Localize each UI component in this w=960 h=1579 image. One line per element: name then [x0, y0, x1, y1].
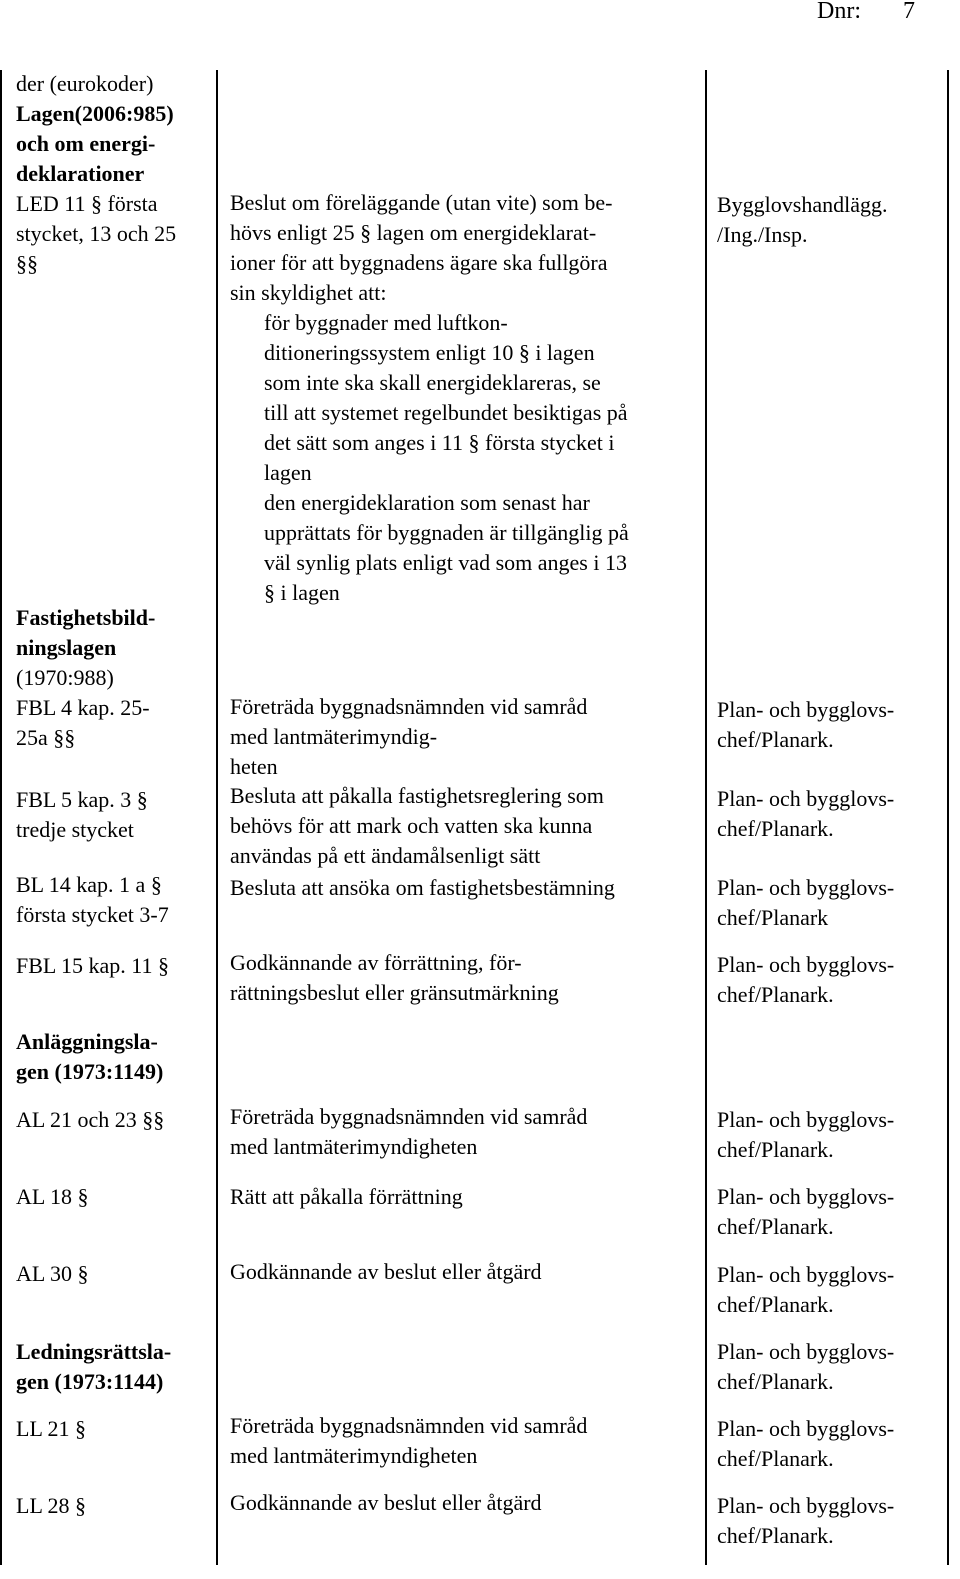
ansoka-fastighetsbestamning: Besluta att ansöka om fastighetsbestämning [230, 875, 615, 900]
delegat-plan-bygglovschef [717, 695, 953, 755]
delegat-line: chef/Planark [717, 905, 829, 930]
delegat-line: Plan- och bygglovs- [717, 1416, 895, 1441]
delegat-line: Bygglovshandlägg. [717, 192, 888, 217]
ratt-pakalla-forrattning: Rätt att påkalla förrättning [230, 1184, 463, 1209]
list-item [230, 308, 700, 488]
delegat-line: Plan- och bygglovs- [717, 1107, 895, 1132]
delegat-line: chef/Planark. [717, 982, 834, 1007]
fbl-title: Fastighetsbild- [16, 605, 156, 630]
list-item-line: väl synlig plats enligt vad som anges i 13 [264, 550, 627, 575]
delegat-line: Plan- och bygglovs- [717, 952, 895, 977]
delegat-bygglovshandlaggare [717, 190, 953, 250]
delegat-line: Plan- och bygglovs- [717, 697, 895, 722]
delegat-plan-bygglovschef [717, 1105, 953, 1165]
foretrada-samrad-1 [230, 692, 700, 782]
led-reference: LED 11 § första [16, 191, 158, 216]
bl-14-line: BL 14 kap. 1 a § [16, 872, 162, 897]
fbl-title: (1970:988) [16, 665, 114, 690]
law-title-2006: och om energi- [16, 131, 156, 156]
fbl-15-reference: FBL 15 kap. 11 § [16, 953, 169, 978]
anlaggningslagen-title [16, 1027, 208, 1087]
delegat-line: chef/Planark. [717, 1446, 834, 1471]
al-title-line: Anläggningsla- [16, 1029, 158, 1054]
foretrada-line: Företräda byggnadsnämnden vid samråd [230, 1104, 588, 1129]
godkannande-beslut-1: Godkännande av beslut eller åtgärd [230, 1259, 542, 1284]
law-ref-block-2006 [16, 69, 208, 279]
page-header [817, 0, 915, 26]
al-21-reference: AL 21 och 23 §§ [16, 1107, 165, 1132]
godkannande-line: Godkännande av förrättning, för- [230, 950, 522, 975]
column-rule-2 [705, 70, 707, 1565]
foretrada-samrad-3 [230, 1411, 700, 1471]
foretrada-line: med lantmäterimyndigheten [230, 1134, 478, 1159]
ledningsrattslagen-title [16, 1337, 208, 1397]
beslut-line: sin skyldighet att: [230, 280, 387, 305]
delegat-line: Plan- och bygglovs- [717, 1262, 895, 1287]
fbl-5-line: tredje stycket [16, 817, 134, 842]
ll-title-line: gen (1973:1144) [16, 1369, 164, 1394]
beslut-forelaggande [230, 188, 700, 608]
pakalla-line: behövs för att mark och vatten ska kunna [230, 813, 593, 838]
foretrada-samrad-2 [230, 1102, 700, 1162]
godkannande-beslut-2: Godkännande av beslut eller åtgärd [230, 1490, 542, 1515]
foretrada-line: med lantmäterimyndigheten [230, 1443, 478, 1468]
list-item-line: upprättats för byggnaden är tillgänglig på [264, 520, 629, 545]
ll-28-reference: LL 28 § [16, 1493, 87, 1518]
al-title-line: gen (1973:1149) [16, 1059, 164, 1084]
delegat-line: /Ing./Insp. [717, 222, 808, 247]
column-rule-left [0, 70, 2, 1565]
delegat-line: chef/Planark. [717, 1214, 834, 1239]
list-item-line: ditioneringssystem enligt 10 § i lagen [264, 340, 595, 365]
ll-21-reference: LL 21 § [16, 1416, 87, 1441]
delegat-line: Plan- och bygglovs- [717, 786, 895, 811]
list-item-line: den energideklaration som senast har [264, 490, 590, 515]
law-title-2006: Lagen(2006:985) [16, 101, 174, 126]
delegat-line: Plan- och bygglovs- [717, 875, 895, 900]
pakalla-fastighetsreglering [230, 781, 700, 871]
fbl-5-reference [16, 785, 208, 845]
al-30-reference: AL 30 § [16, 1261, 89, 1286]
delegat-line: Plan- och bygglovs- [717, 1184, 895, 1209]
list-item [230, 488, 700, 608]
list-item-line: det sätt som anges i 11 § första stycket i [264, 430, 615, 455]
pakalla-line: användas på ett ändamålsenligt sätt [230, 843, 541, 868]
delegat-plan-bygglovschef [717, 950, 953, 1010]
delegat-plan-bygglovschef [717, 784, 953, 844]
delegat-plan-bygglovschef [717, 1414, 953, 1474]
foretrada-line: heten [230, 754, 278, 779]
beslut-line: ioner för att byggnadens ägare ska fullgöra [230, 250, 608, 275]
delegat-plan-bygglovschef [717, 1337, 953, 1397]
godkannande-forrattning [230, 948, 700, 1008]
foretrada-line: med lantmäterimyndig- [230, 724, 438, 749]
bl-14-line: första stycket 3-7 [16, 902, 169, 927]
pakalla-line: Besluta att påkalla fastighetsreglering som [230, 783, 604, 808]
delegat-plan-bygglovschef [717, 873, 953, 933]
delegat-plan-bygglovschef [717, 1491, 953, 1551]
fbl-5-line: FBL 5 kap. 3 § [16, 787, 148, 812]
godkannande-line: rättningsbeslut eller gränsutmärkning [230, 980, 559, 1005]
list-item-line: § i lagen [264, 580, 340, 605]
delegat-line: chef/Planark. [717, 1369, 834, 1394]
al-18-reference: AL 18 § [16, 1184, 89, 1209]
delegat-line: chef/Planark. [717, 727, 834, 752]
fbl-title: ningslagen [16, 635, 117, 660]
foretrada-line: Företräda byggnadsnämnden vid samråd [230, 694, 588, 719]
foretrada-line: Företräda byggnadsnämnden vid samråd [230, 1413, 588, 1438]
led-reference: §§ [16, 251, 38, 276]
led-reference: stycket, 13 och 25 [16, 221, 177, 246]
eurokoder-line: der (eurokoder) [16, 71, 154, 96]
list-item-line: för byggnader med luftkon- [264, 310, 508, 335]
fbl-4-reference: 25a §§ [16, 725, 76, 750]
fbl-4-reference: FBL 4 kap. 25- [16, 695, 150, 720]
column-rule-1 [216, 70, 218, 1565]
delegat-plan-bygglovschef [717, 1182, 953, 1242]
dnr-label: Dnr: [817, 0, 861, 24]
bl-14-reference [16, 870, 208, 930]
delegat-line: Plan- och bygglovs- [717, 1339, 895, 1364]
page-number: 7 [903, 0, 915, 24]
list-item-line: till att systemet regelbundet besiktigas på [264, 400, 628, 425]
law-title-2006: deklarationer [16, 161, 145, 186]
ll-title-line: Ledningsrättsla- [16, 1339, 172, 1364]
delegat-plan-bygglovschef [717, 1260, 953, 1320]
beslut-line: hövs enligt 25 § lagen om energideklarat- [230, 220, 597, 245]
delegat-line: chef/Planark. [717, 1292, 834, 1317]
law-ref-block-fbl [16, 603, 208, 753]
delegat-line: chef/Planark. [717, 1523, 834, 1548]
beslut-line: Beslut om föreläggande (utan vite) som be- [230, 190, 613, 215]
list-item-line: lagen [264, 460, 312, 485]
delegat-line: chef/Planark. [717, 1137, 834, 1162]
delegat-line: Plan- och bygglovs- [717, 1493, 895, 1518]
list-item-line: som inte ska skall energideklareras, se [264, 370, 601, 395]
delegat-line: chef/Planark. [717, 816, 834, 841]
